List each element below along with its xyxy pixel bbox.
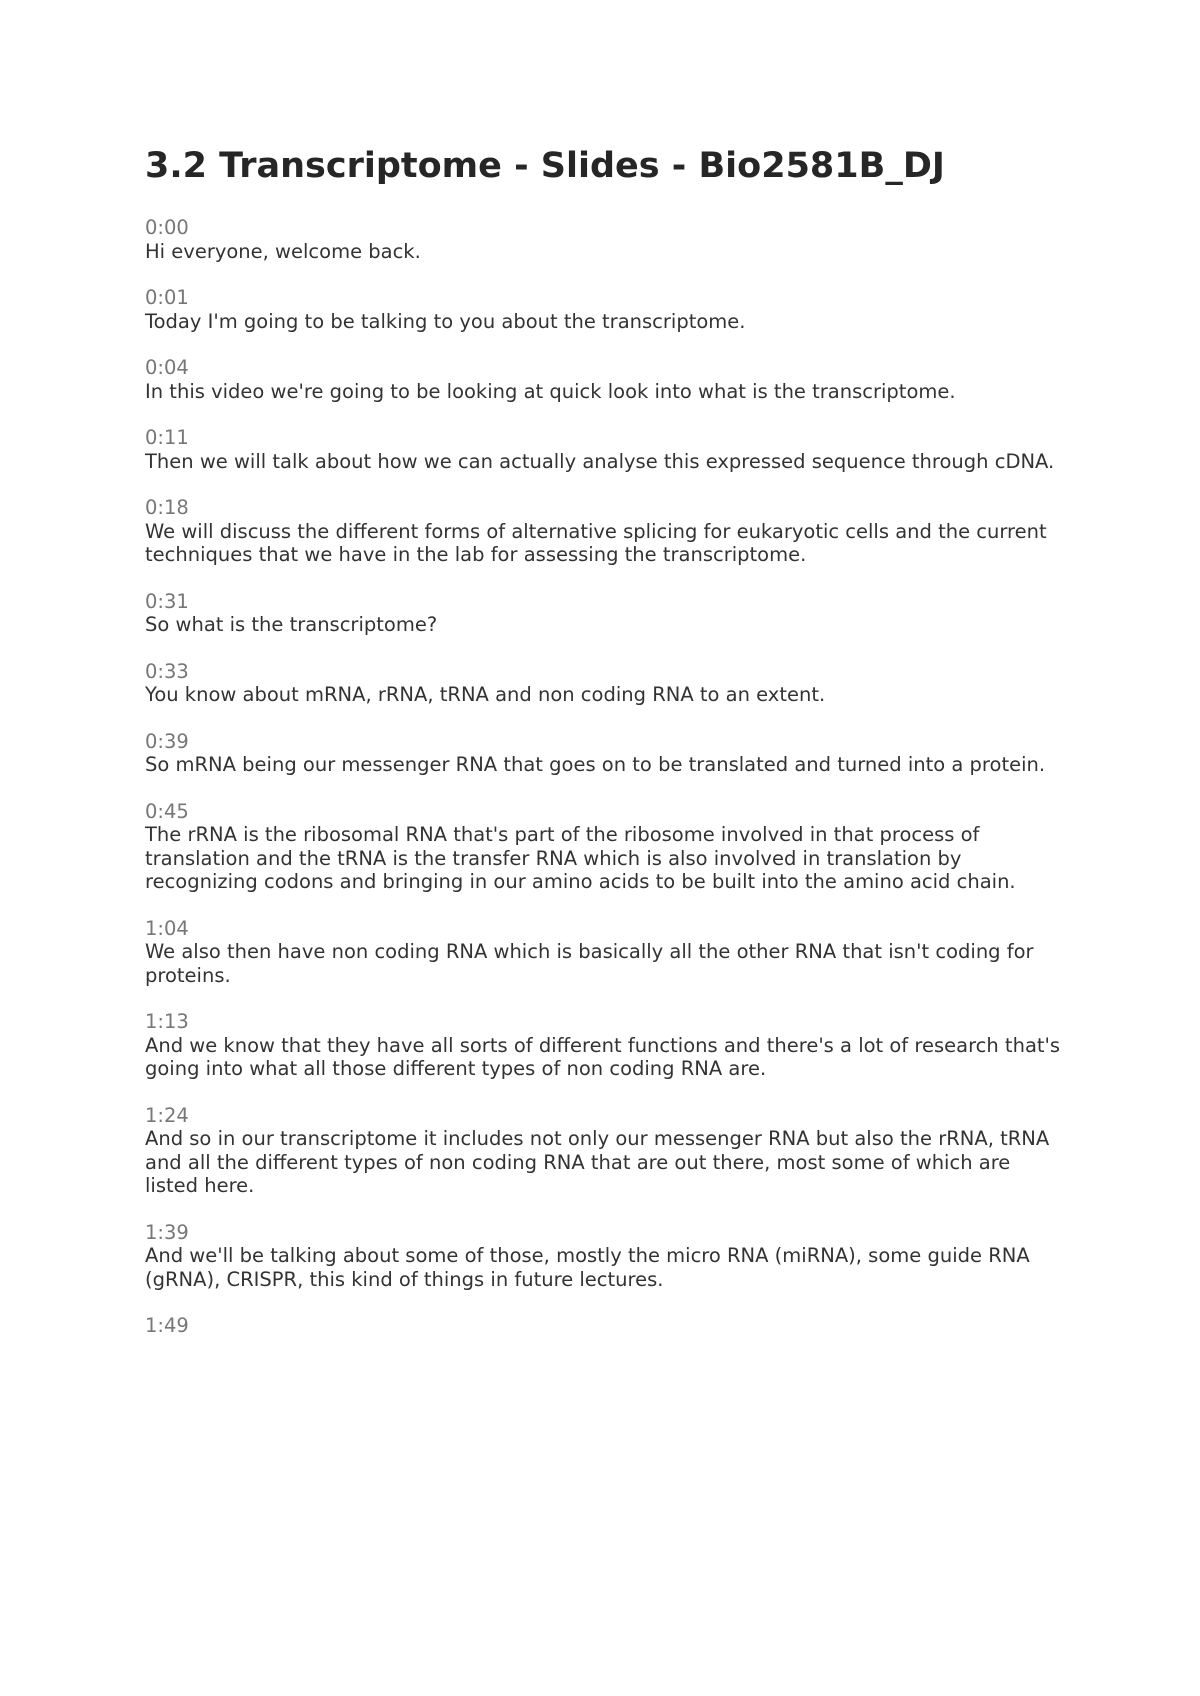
timestamp: 0:31 xyxy=(145,589,189,613)
transcript-text: So mRNA being our messenger RNA that goes on to be translated and turned into a protein. xyxy=(145,753,1046,776)
transcript-entry xyxy=(145,590,1065,637)
transcript-text: Today I'm going to be talking to you about the transcriptome. xyxy=(145,309,746,333)
timestamp: 1:04 xyxy=(145,916,189,940)
transcript-entry xyxy=(145,800,1065,894)
transcript-text: Hi everyone, welcome back. xyxy=(145,239,421,263)
timestamp: 1:13 xyxy=(145,1010,189,1033)
transcript-text: Then we will talk about how we can actually analyse this expressed sequence through cDNA. xyxy=(145,449,1055,473)
document-page xyxy=(145,144,1065,1361)
transcript-text: We will discuss the different forms of alternative splicing for eukaryotic cells and the current techniques that we have in the lab for assessing the transcriptome. xyxy=(145,519,1047,566)
timestamp: 0:39 xyxy=(145,729,189,753)
transcript-entry xyxy=(145,426,1065,473)
document-title: 3.2 Transcriptome - Slides - Bio2581B_DJ xyxy=(145,146,945,186)
transcript-entry xyxy=(145,1221,1065,1292)
transcript-entry xyxy=(145,730,1065,777)
transcript-text: The rRNA is the ribosomal RNA that's part of the ribosome involved in that process of translation and the tRNA is the transfer RNA which is also involved in translation by recognizing codons and bringing in our amino acids to be built into the amino acid chain. xyxy=(145,823,1016,893)
transcript-entry xyxy=(145,286,1065,333)
timestamp: 0:18 xyxy=(145,496,189,519)
transcript-entry xyxy=(145,1314,1065,1338)
timestamp: 1:24 xyxy=(145,1103,189,1127)
timestamp: 0:11 xyxy=(145,426,189,449)
transcript-text: We also then have non coding RNA which is basically all the other RNA that isn't coding for proteins. xyxy=(145,940,1034,987)
timestamp: 0:33 xyxy=(145,659,189,683)
transcript-entry xyxy=(145,1104,1065,1198)
transcript-entry xyxy=(145,1010,1065,1081)
transcript-text: You know about mRNA, rRNA, tRNA and non coding RNA to an extent. xyxy=(145,683,826,706)
transcript-entry xyxy=(145,356,1065,403)
timestamp: 1:49 xyxy=(145,1314,189,1337)
timestamp: 0:01 xyxy=(145,286,189,309)
transcript-entry xyxy=(145,917,1065,988)
transcript-list xyxy=(145,216,1065,1338)
timestamp: 1:39 xyxy=(145,1220,189,1244)
timestamp: 0:04 xyxy=(145,356,189,379)
transcript-entry xyxy=(145,216,1065,263)
transcript-text: And we know that they have all sorts of different functions and there's a lot of research that's going into what all those different types of non coding RNA are. xyxy=(145,1033,1061,1080)
timestamp: 0:00 xyxy=(145,216,189,239)
transcript-text: And we'll be talking about some of those, mostly the micro RNA (miRNA), some guide RNA (gRNA), CRISPR, this kind of things in future lectures. xyxy=(145,1244,1030,1291)
transcript-text: So what is the transcriptome? xyxy=(145,613,438,636)
transcript-entry xyxy=(145,496,1065,567)
transcript-entry xyxy=(145,660,1065,707)
transcript-text: In this video we're going to be looking at quick look into what is the transcriptome. xyxy=(145,379,956,403)
timestamp: 0:45 xyxy=(145,799,189,823)
transcript-text: And so in our transcriptome it includes not only our messenger RNA but also the rRNA, tRNA and all the different types of non coding RNA that are out there, most some of which are listed here. xyxy=(145,1127,1050,1197)
